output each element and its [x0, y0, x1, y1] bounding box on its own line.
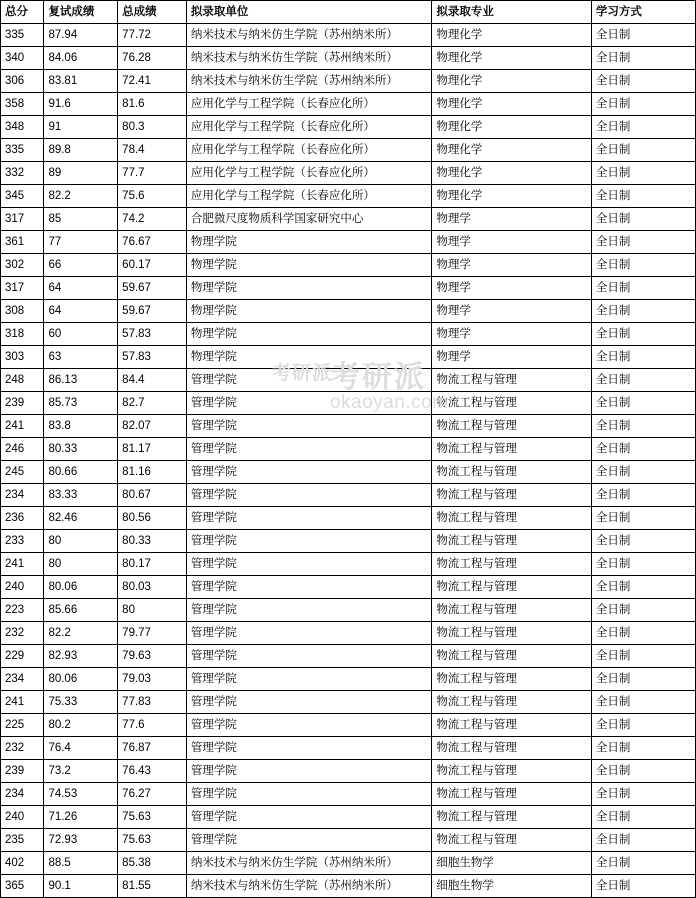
cell-total-score: 239	[1, 760, 44, 783]
cell-admitting-major: 物流工程与管理	[432, 760, 592, 783]
cell-admitting-major: 物理化学	[432, 185, 592, 208]
cell-study-mode: 全日制	[591, 323, 695, 346]
cell-retest-score: 91.6	[44, 93, 118, 116]
cell-admitting-unit: 物理学院	[186, 323, 431, 346]
cell-retest-score: 83.8	[44, 415, 118, 438]
cell-admitting-unit: 应用化学与工程学院（长春应化所）	[186, 185, 431, 208]
cell-retest-score: 66	[44, 254, 118, 277]
cell-study-mode: 全日制	[591, 254, 695, 277]
cell-admitting-major: 物流工程与管理	[432, 668, 592, 691]
cell-total-score: 240	[1, 576, 44, 599]
watermark-logo: 考研派	[272, 363, 333, 384]
cell-admitting-unit: 应用化学与工程学院（长春应化所）	[186, 116, 431, 139]
cell-study-mode: 全日制	[591, 93, 695, 116]
cell-final-score: 84.4	[118, 369, 187, 392]
cell-final-score: 60.17	[118, 254, 187, 277]
table-row	[1, 116, 696, 139]
cell-final-score: 80.03	[118, 576, 187, 599]
cell-admitting-unit: 管理学院	[186, 415, 431, 438]
cell-admitting-major: 物流工程与管理	[432, 783, 592, 806]
cell-final-score: 85.38	[118, 852, 187, 875]
cell-study-mode: 全日制	[591, 599, 695, 622]
cell-admitting-unit: 管理学院	[186, 622, 431, 645]
cell-retest-score: 80.33	[44, 438, 118, 461]
cell-retest-score: 91	[44, 116, 118, 139]
cell-admitting-unit: 管理学院	[186, 645, 431, 668]
cell-study-mode: 全日制	[591, 829, 695, 852]
cell-retest-score: 86.13	[44, 369, 118, 392]
cell-study-mode: 全日制	[591, 783, 695, 806]
cell-retest-score: 84.06	[44, 47, 118, 70]
cell-admitting-major: 细胞生物学	[432, 875, 592, 898]
cell-admitting-major: 物流工程与管理	[432, 461, 592, 484]
table-row	[1, 507, 696, 530]
cell-final-score: 77.72	[118, 24, 187, 47]
cell-total-score: 248	[1, 369, 44, 392]
cell-admitting-major: 物理学	[432, 231, 592, 254]
cell-study-mode: 全日制	[591, 737, 695, 760]
table-row	[1, 668, 696, 691]
table-row	[1, 300, 696, 323]
cell-study-mode: 全日制	[591, 369, 695, 392]
cell-total-score: 235	[1, 829, 44, 852]
cell-final-score: 79.63	[118, 645, 187, 668]
cell-final-score: 57.83	[118, 323, 187, 346]
table-row	[1, 576, 696, 599]
cell-admitting-major: 物流工程与管理	[432, 622, 592, 645]
cell-retest-score: 82.46	[44, 507, 118, 530]
cell-admitting-major: 物流工程与管理	[432, 576, 592, 599]
cell-admitting-unit: 物理学院	[186, 277, 431, 300]
cell-study-mode: 全日制	[591, 231, 695, 254]
cell-study-mode: 全日制	[591, 622, 695, 645]
cell-final-score: 59.67	[118, 277, 187, 300]
cell-total-score: 241	[1, 691, 44, 714]
cell-study-mode: 全日制	[591, 484, 695, 507]
cell-retest-score: 89.8	[44, 139, 118, 162]
table-row	[1, 208, 696, 231]
cell-final-score: 82.7	[118, 392, 187, 415]
cell-total-score: 232	[1, 737, 44, 760]
cell-admitting-major: 物流工程与管理	[432, 530, 592, 553]
table-row	[1, 829, 696, 852]
cell-total-score: 345	[1, 185, 44, 208]
cell-admitting-unit: 管理学院	[186, 461, 431, 484]
cell-total-score: 317	[1, 277, 44, 300]
cell-final-score: 77.7	[118, 162, 187, 185]
cell-total-score: 223	[1, 599, 44, 622]
cell-retest-score: 85.66	[44, 599, 118, 622]
table-row	[1, 599, 696, 622]
cell-admitting-major: 物理学	[432, 346, 592, 369]
cell-admitting-unit: 纳米技术与纳米仿生学院（苏州纳米所）	[186, 875, 431, 898]
cell-admitting-major: 物流工程与管理	[432, 737, 592, 760]
cell-retest-score: 63	[44, 346, 118, 369]
cell-final-score: 82.07	[118, 415, 187, 438]
cell-retest-score: 82.2	[44, 622, 118, 645]
cell-study-mode: 全日制	[591, 691, 695, 714]
cell-total-score: 234	[1, 783, 44, 806]
cell-admitting-major: 物流工程与管理	[432, 438, 592, 461]
cell-admitting-major: 物理化学	[432, 116, 592, 139]
cell-admitting-unit: 管理学院	[186, 691, 431, 714]
cell-study-mode: 全日制	[591, 277, 695, 300]
cell-admitting-major: 物流工程与管理	[432, 553, 592, 576]
cell-admitting-unit: 管理学院	[186, 737, 431, 760]
cell-admitting-unit: 纳米技术与纳米仿生学院（苏州纳米所）	[186, 70, 431, 93]
cell-final-score: 77.6	[118, 714, 187, 737]
table-row	[1, 875, 696, 898]
cell-admitting-major: 物流工程与管理	[432, 645, 592, 668]
cell-study-mode: 全日制	[591, 461, 695, 484]
cell-study-mode: 全日制	[591, 507, 695, 530]
cell-final-score: 80.3	[118, 116, 187, 139]
cell-retest-score: 90.1	[44, 875, 118, 898]
cell-retest-score: 83.81	[44, 70, 118, 93]
table-row	[1, 691, 696, 714]
cell-retest-score: 85.73	[44, 392, 118, 415]
cell-total-score: 318	[1, 323, 44, 346]
cell-admitting-major: 物理化学	[432, 93, 592, 116]
cell-study-mode: 全日制	[591, 852, 695, 875]
cell-admitting-unit: 应用化学与工程学院（长春应化所）	[186, 139, 431, 162]
cell-admitting-major: 物流工程与管理	[432, 691, 592, 714]
table-row	[1, 783, 696, 806]
cell-total-score: 402	[1, 852, 44, 875]
cell-final-score: 80.56	[118, 507, 187, 530]
table-header-row	[1, 1, 696, 24]
column-header-retest-score: 复试成绩	[44, 1, 118, 24]
cell-retest-score: 88.5	[44, 852, 118, 875]
cell-study-mode: 全日制	[591, 415, 695, 438]
cell-final-score: 79.03	[118, 668, 187, 691]
cell-total-score: 335	[1, 139, 44, 162]
cell-admitting-major: 物理学	[432, 208, 592, 231]
cell-admitting-major: 细胞生物学	[432, 852, 592, 875]
cell-admitting-unit: 物理学院	[186, 231, 431, 254]
cell-study-mode: 全日制	[591, 185, 695, 208]
cell-admitting-unit: 管理学院	[186, 714, 431, 737]
cell-final-score: 80.33	[118, 530, 187, 553]
cell-retest-score: 80.06	[44, 668, 118, 691]
cell-admitting-major: 物理学	[432, 323, 592, 346]
cell-total-score: 335	[1, 24, 44, 47]
table-row	[1, 438, 696, 461]
cell-final-score: 76.43	[118, 760, 187, 783]
cell-total-score: 361	[1, 231, 44, 254]
cell-admitting-unit: 管理学院	[186, 829, 431, 852]
table-row	[1, 530, 696, 553]
cell-retest-score: 80	[44, 530, 118, 553]
cell-retest-score: 73.2	[44, 760, 118, 783]
cell-admitting-major: 物流工程与管理	[432, 484, 592, 507]
table-row	[1, 806, 696, 829]
table-row	[1, 369, 696, 392]
cell-admitting-major: 物流工程与管理	[432, 806, 592, 829]
cell-retest-score: 80	[44, 553, 118, 576]
cell-admitting-unit: 管理学院	[186, 484, 431, 507]
cell-total-score: 245	[1, 461, 44, 484]
table-row	[1, 254, 696, 277]
cell-total-score: 229	[1, 645, 44, 668]
cell-admitting-unit: 管理学院	[186, 576, 431, 599]
cell-total-score: 234	[1, 668, 44, 691]
cell-retest-score: 60	[44, 323, 118, 346]
cell-study-mode: 全日制	[591, 645, 695, 668]
table-row	[1, 24, 696, 47]
cell-study-mode: 全日制	[591, 208, 695, 231]
cell-total-score: 306	[1, 70, 44, 93]
cell-final-score: 80.17	[118, 553, 187, 576]
cell-retest-score: 74.53	[44, 783, 118, 806]
cell-final-score: 81.55	[118, 875, 187, 898]
cell-retest-score: 80.66	[44, 461, 118, 484]
cell-final-score: 80	[118, 599, 187, 622]
table-row	[1, 645, 696, 668]
cell-study-mode: 全日制	[591, 392, 695, 415]
table-row	[1, 737, 696, 760]
cell-final-score: 80.67	[118, 484, 187, 507]
cell-admitting-major: 物理学	[432, 300, 592, 323]
cell-study-mode: 全日制	[591, 24, 695, 47]
cell-study-mode: 全日制	[591, 70, 695, 93]
table-row	[1, 231, 696, 254]
cell-study-mode: 全日制	[591, 47, 695, 70]
cell-admitting-unit: 纳米技术与纳米仿生学院（苏州纳米所）	[186, 24, 431, 47]
table-row	[1, 415, 696, 438]
cell-total-score: 232	[1, 622, 44, 645]
cell-study-mode: 全日制	[591, 300, 695, 323]
cell-final-score: 81.16	[118, 461, 187, 484]
cell-total-score: 234	[1, 484, 44, 507]
cell-admitting-major: 物理化学	[432, 70, 592, 93]
cell-study-mode: 全日制	[591, 806, 695, 829]
cell-total-score: 303	[1, 346, 44, 369]
cell-retest-score: 82.93	[44, 645, 118, 668]
cell-final-score: 59.67	[118, 300, 187, 323]
cell-admitting-major: 物流工程与管理	[432, 415, 592, 438]
cell-study-mode: 全日制	[591, 553, 695, 576]
cell-final-score: 75.6	[118, 185, 187, 208]
cell-total-score: 241	[1, 415, 44, 438]
cell-retest-score: 87.94	[44, 24, 118, 47]
cell-total-score: 317	[1, 208, 44, 231]
cell-study-mode: 全日制	[591, 668, 695, 691]
cell-retest-score: 64	[44, 277, 118, 300]
cell-admitting-unit: 物理学院	[186, 254, 431, 277]
cell-total-score: 241	[1, 553, 44, 576]
cell-total-score: 236	[1, 507, 44, 530]
cell-admitting-major: 物理化学	[432, 162, 592, 185]
cell-admitting-unit: 物理学院	[186, 300, 431, 323]
cell-study-mode: 全日制	[591, 530, 695, 553]
cell-admitting-major: 物流工程与管理	[432, 599, 592, 622]
cell-total-score: 233	[1, 530, 44, 553]
table-row	[1, 139, 696, 162]
table-row	[1, 852, 696, 875]
cell-total-score: 240	[1, 806, 44, 829]
cell-final-score: 75.63	[118, 806, 187, 829]
table-row	[1, 622, 696, 645]
watermark-url-text: okaoyan.com	[330, 392, 449, 413]
table-row	[1, 93, 696, 116]
cell-retest-score: 77	[44, 231, 118, 254]
cell-final-score: 74.2	[118, 208, 187, 231]
cell-final-score: 77.83	[118, 691, 187, 714]
cell-admitting-unit: 管理学院	[186, 507, 431, 530]
table-row	[1, 70, 696, 93]
table-row	[1, 323, 696, 346]
cell-study-mode: 全日制	[591, 346, 695, 369]
cell-retest-score: 80.06	[44, 576, 118, 599]
cell-study-mode: 全日制	[591, 438, 695, 461]
cell-admitting-unit: 管理学院	[186, 369, 431, 392]
cell-final-score: 72.41	[118, 70, 187, 93]
cell-study-mode: 全日制	[591, 139, 695, 162]
cell-final-score: 79.77	[118, 622, 187, 645]
cell-study-mode: 全日制	[591, 714, 695, 737]
cell-admitting-major: 物流工程与管理	[432, 829, 592, 852]
table-row	[1, 553, 696, 576]
cell-admitting-major: 物流工程与管理	[432, 507, 592, 530]
cell-study-mode: 全日制	[591, 116, 695, 139]
cell-total-score: 348	[1, 116, 44, 139]
cell-admitting-unit: 管理学院	[186, 530, 431, 553]
cell-retest-score: 89	[44, 162, 118, 185]
cell-admitting-unit: 管理学院	[186, 438, 431, 461]
column-header-study-mode: 学习方式	[591, 1, 695, 24]
cell-admitting-unit: 纳米技术与纳米仿生学院（苏州纳米所）	[186, 852, 431, 875]
cell-retest-score: 82.2	[44, 185, 118, 208]
cell-admitting-major: 物理学	[432, 254, 592, 277]
cell-total-score: 358	[1, 93, 44, 116]
cell-total-score: 302	[1, 254, 44, 277]
table-row	[1, 47, 696, 70]
cell-total-score: 340	[1, 47, 44, 70]
cell-admitting-unit: 纳米技术与纳米仿生学院（苏州纳米所）	[186, 47, 431, 70]
cell-total-score: 239	[1, 392, 44, 415]
cell-admitting-major: 物理化学	[432, 139, 592, 162]
cell-admitting-unit: 管理学院	[186, 783, 431, 806]
column-header-final-score: 总成绩	[118, 1, 187, 24]
cell-total-score: 225	[1, 714, 44, 737]
table-row	[1, 484, 696, 507]
cell-admitting-unit: 管理学院	[186, 760, 431, 783]
cell-admitting-unit: 管理学院	[186, 599, 431, 622]
cell-retest-score: 83.33	[44, 484, 118, 507]
cell-admitting-major: 物理学	[432, 277, 592, 300]
cell-admitting-major: 物流工程与管理	[432, 369, 592, 392]
table-row	[1, 185, 696, 208]
cell-retest-score: 85	[44, 208, 118, 231]
cell-total-score: 308	[1, 300, 44, 323]
cell-admitting-unit: 合肥微尺度物质科学国家研究中心	[186, 208, 431, 231]
cell-final-score: 75.63	[118, 829, 187, 852]
cell-admitting-unit: 应用化学与工程学院（长春应化所）	[186, 93, 431, 116]
column-header-total-score: 总分	[1, 1, 44, 24]
cell-final-score: 76.28	[118, 47, 187, 70]
table-body	[1, 24, 696, 898]
cell-final-score: 76.27	[118, 783, 187, 806]
cell-final-score: 78.4	[118, 139, 187, 162]
cell-admitting-unit: 管理学院	[186, 806, 431, 829]
column-header-admitting-major: 拟录取专业	[432, 1, 592, 24]
table-row	[1, 162, 696, 185]
table-row	[1, 346, 696, 369]
table-row	[1, 760, 696, 783]
column-header-admitting-unit: 拟录取单位	[186, 1, 431, 24]
cell-total-score: 246	[1, 438, 44, 461]
cell-admitting-unit: 管理学院	[186, 553, 431, 576]
cell-admitting-unit: 应用化学与工程学院（长春应化所）	[186, 162, 431, 185]
cell-retest-score: 75.33	[44, 691, 118, 714]
table-row	[1, 714, 696, 737]
cell-study-mode: 全日制	[591, 875, 695, 898]
cell-final-score: 81.17	[118, 438, 187, 461]
cell-admitting-unit: 管理学院	[186, 392, 431, 415]
cell-admitting-major: 物流工程与管理	[432, 392, 592, 415]
cell-admitting-major: 物理化学	[432, 24, 592, 47]
cell-study-mode: 全日制	[591, 576, 695, 599]
cell-study-mode: 全日制	[591, 760, 695, 783]
cell-retest-score: 71.26	[44, 806, 118, 829]
cell-final-score: 76.87	[118, 737, 187, 760]
cell-retest-score: 72.93	[44, 829, 118, 852]
watermark-brand-text: 考研派	[330, 361, 426, 394]
table-row	[1, 461, 696, 484]
cell-admitting-major: 物流工程与管理	[432, 714, 592, 737]
table-row	[1, 392, 696, 415]
cell-total-score: 365	[1, 875, 44, 898]
cell-final-score: 57.83	[118, 346, 187, 369]
cell-retest-score: 64	[44, 300, 118, 323]
cell-final-score: 76.67	[118, 231, 187, 254]
cell-study-mode: 全日制	[591, 162, 695, 185]
cell-final-score: 81.6	[118, 93, 187, 116]
cell-retest-score: 80.2	[44, 714, 118, 737]
cell-admitting-unit: 管理学院	[186, 668, 431, 691]
cell-admitting-major: 物理化学	[432, 47, 592, 70]
table-row	[1, 277, 696, 300]
cell-total-score: 332	[1, 162, 44, 185]
cell-retest-score: 76.4	[44, 737, 118, 760]
cell-admitting-unit: 物理学院	[186, 346, 431, 369]
